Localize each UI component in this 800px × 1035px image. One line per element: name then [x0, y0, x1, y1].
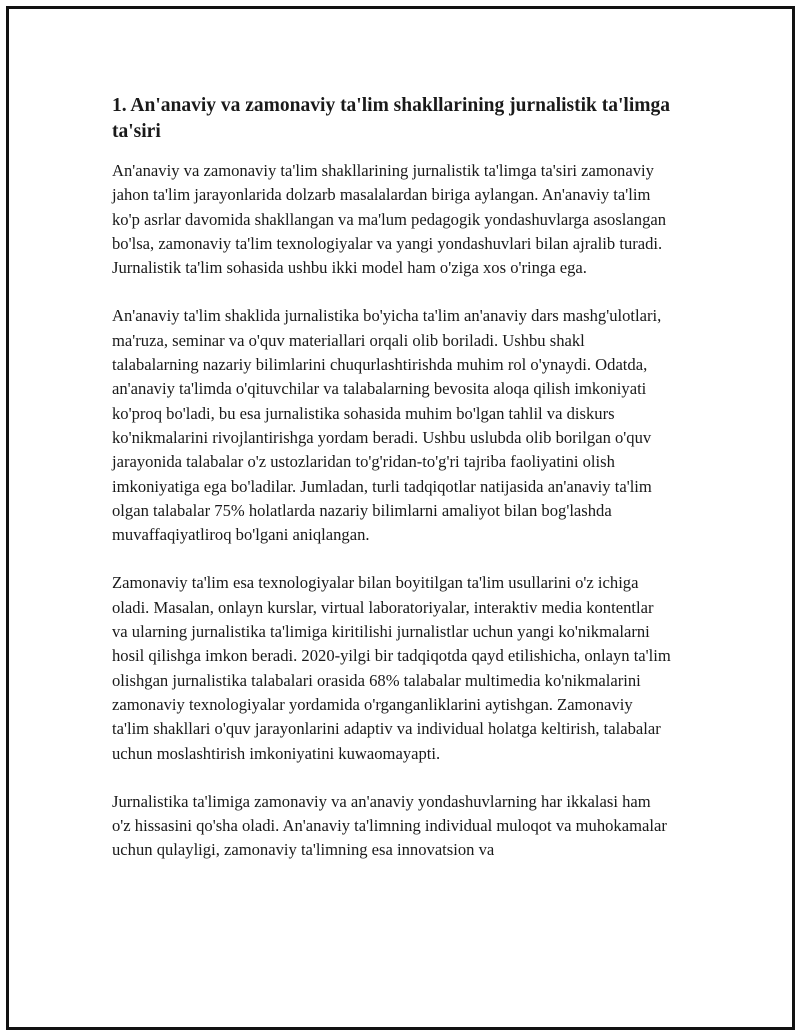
- section-heading: 1. An'anaviy va zamonaviy ta'lim shakllarining jurnalistik ta'limga ta'siri: [112, 95, 670, 142]
- paragraph-4: Jurnalistika ta'limiga zamonaviy va an'anaviy yondashuvlarning har ikkalasi ham o'z hissasini qo'sha oladi. An'anaviy ta'limning individual muloqot va muhokamalar uchun qulayligi, zamonaviy ta'limning esa innovatsion va: [112, 791, 667, 860]
- document-body: [112, 93, 672, 887]
- paragraph-3: Zamonaviy ta'lim esa texnologiyalar bilan boyitilgan ta'lim usullarini o'z ichiga oladi. Masalan, onlayn kurslar, virtual laboratoriyalar, interaktiv media kontentlar va ularning jurnalistika ta'limiga kiritilishi jurnalistlar uchun yangi ko'nikmalarni hosil qilishga imkon beradi. 2020-yilgi bir tadqiqotda qayd etilishicha, onlayn ta'lim olishgan jurnalistika talabalari orasida 68% talabalar multimedia ko'nikmalarini zamonaviy texnologiyalar yordamida o'rganganliklarini aytishgan. Zamonaviy ta'lim shakllari o'quv jarayonlarini adaptiv va individual holatga keltirish, talabalar uchun moslashtirish imkoniyatini kuwaomayapti.: [112, 573, 671, 763]
- paragraph-1: An'anaviy va zamonaviy ta'lim shakllarining jurnalistik ta'limga ta'siri zamonaviy jahon ta'lim jarayonlarida dolzarb masalalardan biriga aylangan. An'anaviy ta'lim ko'p asrlar davomida shakllangan va ma'lum pedagogik yondashuvlarga asoslangan bo'lsa, zamonaviy ta'lim texnologiyalar va yangi yondashuvlari bilan ajralib turadi. Jurnalistik ta'lim sohasida ushbu ikki model ham o'ziga xos o'ringa ega.: [112, 161, 667, 278]
- paragraph-2: An'anaviy ta'lim shaklida jurnalistika bo'yicha ta'lim an'anaviy dars mashg'ulotlari, ma'ruza, seminar va o'quv materiallari orqali olib boriladi. Ushbu shakl talabalarning nazariy bilimlarini chuqurlashtirishda muhim rol o'ynaydi. Odatda, an'anaviy ta'limda o'qituvchilar va talabalarning bevosita aloqa qilish imkoniyati ko'proq bo'ladi, bu esa jurnalistika sohasida muhim bo'lgan tahlil va diskurs ko'nikmalarini rivojlantirishga yordam beradi. Ushbu uslubda olib borilgan o'quv jarayonida talabalar o'z ustozlaridan to'g'ridan-to'g'ri tajriba faoliyatini olish imkoniyatiga ega bo'ladilar. Jumladan, turli tadqiqotlar natijasida an'anaviy ta'lim olgan talabalar 75% holatlarda nazariy bilimlarni amaliyot bilan bog'lashda muvaffaqiyatliroq bo'lgani aniqlangan.: [112, 306, 662, 545]
